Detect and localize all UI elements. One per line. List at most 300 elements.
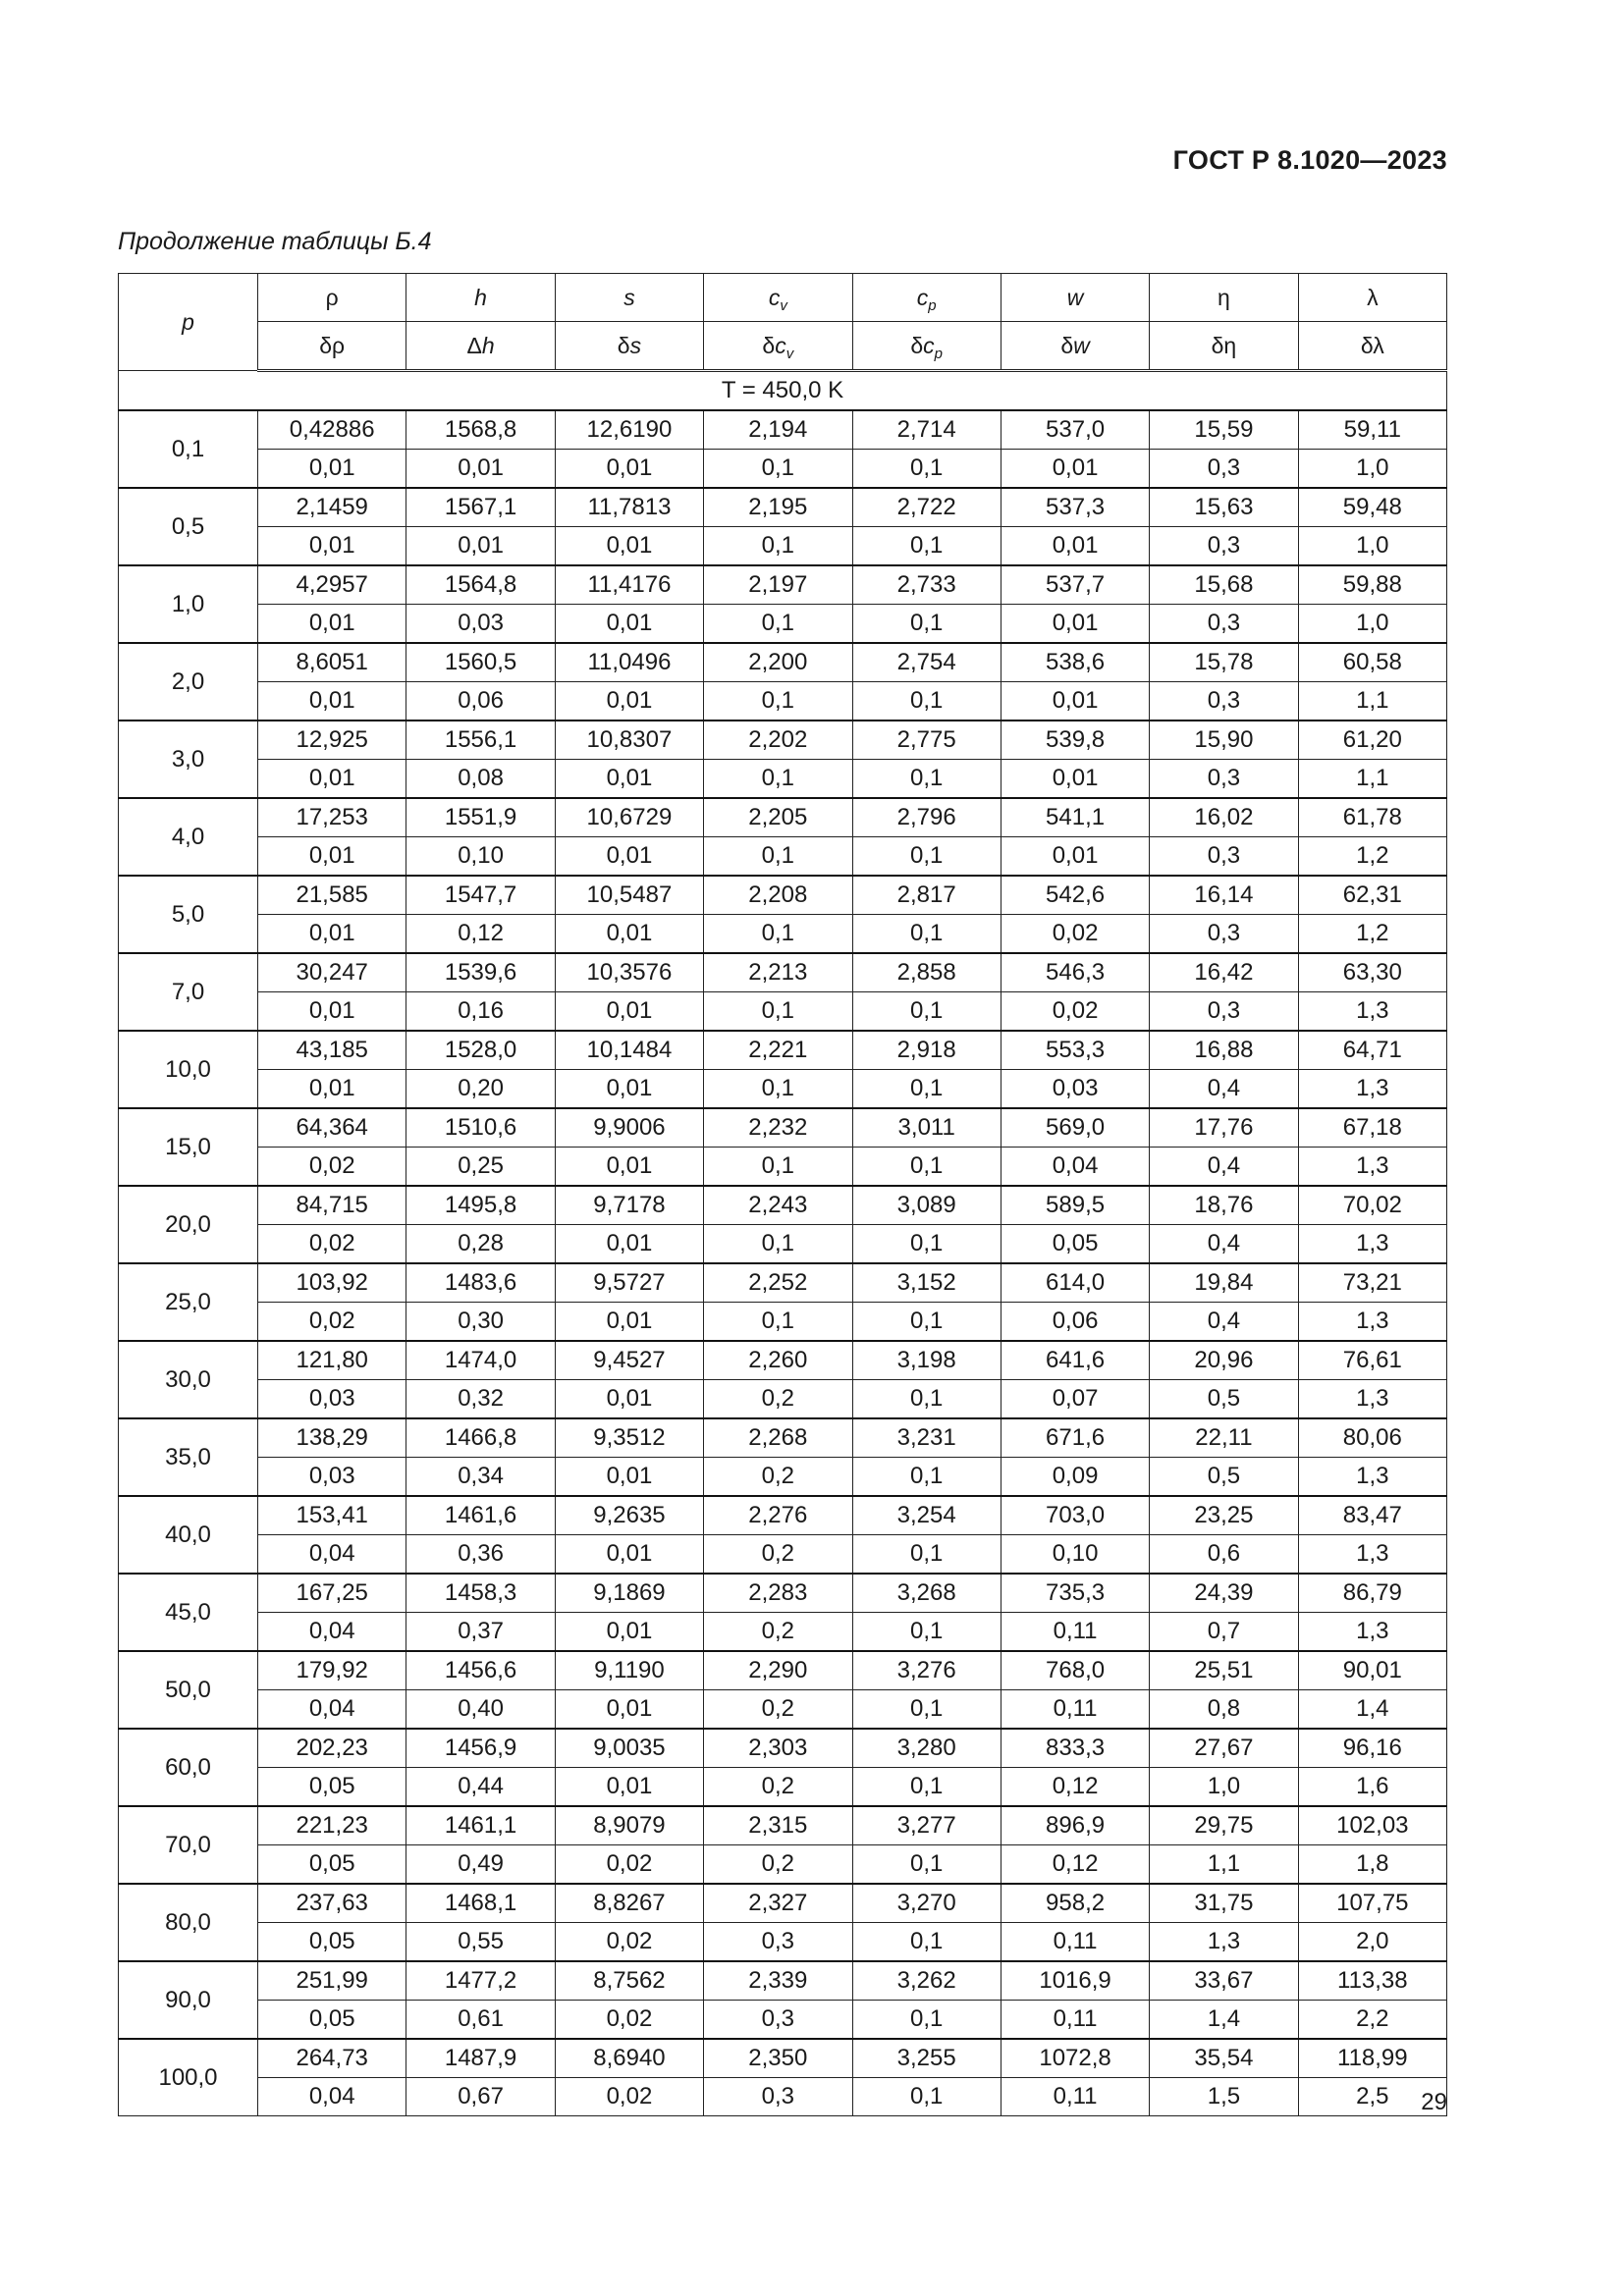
header-symbol: h	[474, 285, 487, 310]
uncertainty-cell: 0,1	[852, 1303, 1001, 1342]
header-uncertainty-7	[1298, 322, 1446, 371]
uncertainty-cell: 1,4	[1150, 2001, 1298, 2040]
value-cell: 9,1869	[555, 1574, 703, 1613]
table-row-values	[119, 1186, 1447, 1225]
uncertainty-cell: 0,01	[555, 1768, 703, 1807]
value-cell: 179,92	[258, 1651, 406, 1690]
uncertainty-cell: 0,3	[1150, 682, 1298, 721]
value-cell: 16,42	[1150, 953, 1298, 992]
uncertainty-cell: 0,03	[258, 1458, 406, 1497]
value-cell: 17,76	[1150, 1108, 1298, 1148]
value-cell: 1510,6	[406, 1108, 555, 1148]
uncertainty-cell: 0,01	[1001, 837, 1149, 877]
temperature-row	[119, 371, 1447, 411]
uncertainty-cell: 0,49	[406, 1845, 555, 1885]
header-symbol: ρ	[325, 285, 339, 310]
value-cell: 2,315	[704, 1806, 852, 1845]
table-row-uncertainties	[119, 1225, 1447, 1264]
table-row-uncertainties	[119, 1613, 1447, 1652]
value-cell: 3,277	[852, 1806, 1001, 1845]
uncertainty-cell: 0,01	[555, 682, 703, 721]
value-cell: 24,39	[1150, 1574, 1298, 1613]
value-cell: 67,18	[1298, 1108, 1446, 1148]
value-cell: 589,5	[1001, 1186, 1149, 1225]
uncertainty-cell: 1,3	[1298, 1303, 1446, 1342]
value-cell: 2,290	[704, 1651, 852, 1690]
header-symbol: w	[1066, 285, 1084, 310]
uncertainty-cell: 0,4	[1150, 1148, 1298, 1187]
uncertainty-cell: 1,2	[1298, 915, 1446, 954]
uncertainty-cell: 0,1	[852, 992, 1001, 1032]
pressure-cell: 1,0	[119, 565, 258, 643]
uncertainty-cell: 0,01	[555, 837, 703, 877]
value-cell: 118,99	[1298, 2039, 1446, 2078]
value-cell: 2,243	[704, 1186, 852, 1225]
table-row-uncertainties	[119, 1768, 1447, 1807]
uncertainty-cell: 0,3	[1150, 527, 1298, 566]
uncertainty-cell: 0,1	[704, 450, 852, 489]
pressure-cell: 80,0	[119, 1884, 258, 1961]
value-cell: 2,714	[852, 410, 1001, 450]
value-cell: 3,254	[852, 1496, 1001, 1535]
uncertainty-cell: 0,1	[852, 2078, 1001, 2116]
pressure-cell: 0,5	[119, 488, 258, 565]
value-cell: 11,0496	[555, 643, 703, 682]
value-cell: 1495,8	[406, 1186, 555, 1225]
value-cell: 21,585	[258, 876, 406, 915]
value-cell: 9,2635	[555, 1496, 703, 1535]
uncertainty-cell: 0,3	[704, 2078, 852, 2116]
uncertainty-cell: 0,03	[406, 605, 555, 644]
uncertainty-cell: 0,01	[258, 1070, 406, 1109]
value-cell: 2,202	[704, 721, 852, 760]
uncertainty-cell: 0,1	[704, 1148, 852, 1187]
value-cell: 251,99	[258, 1961, 406, 2001]
property-table	[118, 273, 1447, 2116]
value-cell: 1567,1	[406, 488, 555, 527]
value-cell: 896,9	[1001, 1806, 1149, 1845]
header-symbol: s	[629, 333, 642, 358]
value-cell: 0,42886	[258, 410, 406, 450]
uncertainty-cell: 1,3	[1298, 1148, 1446, 1187]
value-cell: 59,48	[1298, 488, 1446, 527]
uncertainty-cell: 0,01	[555, 1613, 703, 1652]
uncertainty-cell: 0,8	[1150, 1690, 1298, 1730]
value-cell: 16,88	[1150, 1031, 1298, 1070]
uncertainty-cell: 0,44	[406, 1768, 555, 1807]
value-cell: 237,63	[258, 1884, 406, 1923]
uncertainty-cell: 0,03	[1001, 1070, 1149, 1109]
pressure-cell: 60,0	[119, 1729, 258, 1806]
value-cell: 1564,8	[406, 565, 555, 605]
value-cell: 3,231	[852, 1418, 1001, 1458]
pressure-cell: 0,1	[119, 410, 258, 488]
value-cell: 1466,8	[406, 1418, 555, 1458]
value-cell: 16,14	[1150, 876, 1298, 915]
value-cell: 31,75	[1150, 1884, 1298, 1923]
table-row-uncertainties	[119, 527, 1447, 566]
value-cell: 17,253	[258, 798, 406, 837]
value-cell: 84,715	[258, 1186, 406, 1225]
uncertainty-cell: 0,55	[406, 1923, 555, 1962]
uncertainty-cell: 0,1	[852, 760, 1001, 799]
header-prefix: δ	[762, 333, 776, 358]
uncertainty-cell: 1,4	[1298, 1690, 1446, 1730]
table-header	[119, 274, 1447, 371]
table-row-values	[119, 1108, 1447, 1148]
uncertainty-cell: 0,4	[1150, 1303, 1298, 1342]
uncertainty-cell: 0,02	[555, 2078, 703, 2116]
value-cell: 35,54	[1150, 2039, 1298, 2078]
uncertainty-cell: 0,05	[258, 1923, 406, 1962]
value-cell: 29,75	[1150, 1806, 1298, 1845]
header-prefix: δλ	[1360, 333, 1384, 358]
value-cell: 1456,6	[406, 1651, 555, 1690]
value-cell: 8,6051	[258, 643, 406, 682]
value-cell: 1539,6	[406, 953, 555, 992]
value-cell: 2,1459	[258, 488, 406, 527]
value-cell: 537,7	[1001, 565, 1149, 605]
uncertainty-cell: 0,01	[555, 992, 703, 1032]
value-cell: 3,262	[852, 1961, 1001, 2001]
value-cell: 221,23	[258, 1806, 406, 1845]
uncertainty-cell: 0,01	[258, 837, 406, 877]
table-row-values	[119, 410, 1447, 450]
value-cell: 539,8	[1001, 721, 1149, 760]
uncertainty-cell: 0,02	[258, 1225, 406, 1264]
value-cell: 16,02	[1150, 798, 1298, 837]
value-cell: 8,7562	[555, 1961, 703, 2001]
table-row-uncertainties	[119, 1380, 1447, 1419]
uncertainty-cell: 0,1	[704, 527, 852, 566]
value-cell: 15,90	[1150, 721, 1298, 760]
uncertainty-cell: 0,34	[406, 1458, 555, 1497]
uncertainty-cell: 0,1	[852, 450, 1001, 489]
table-row-values	[119, 565, 1447, 605]
value-cell: 1458,3	[406, 1574, 555, 1613]
uncertainty-cell: 0,30	[406, 1303, 555, 1342]
value-cell: 3,198	[852, 1341, 1001, 1380]
header-subscript: p	[934, 346, 944, 362]
uncertainty-cell: 0,25	[406, 1148, 555, 1187]
uncertainty-cell: 0,3	[1150, 992, 1298, 1032]
value-cell: 3,255	[852, 2039, 1001, 2078]
uncertainty-cell: 1,3	[1298, 1225, 1446, 1264]
uncertainty-cell: 0,1	[704, 915, 852, 954]
value-cell: 1528,0	[406, 1031, 555, 1070]
uncertainty-cell: 0,1	[704, 760, 852, 799]
value-cell: 2,754	[852, 643, 1001, 682]
uncertainty-cell: 0,01	[258, 992, 406, 1032]
value-cell: 2,722	[852, 488, 1001, 527]
uncertainty-cell: 0,02	[555, 1923, 703, 1962]
pressure-cell: 100,0	[119, 2039, 258, 2116]
header-symbol: s	[623, 285, 635, 310]
pressure-cell: 7,0	[119, 953, 258, 1031]
value-cell: 2,194	[704, 410, 852, 450]
table-row-uncertainties	[119, 992, 1447, 1032]
uncertainty-cell: 1,0	[1298, 450, 1446, 489]
uncertainty-cell: 0,1	[852, 605, 1001, 644]
value-cell: 1468,1	[406, 1884, 555, 1923]
uncertainty-cell: 0,10	[1001, 1535, 1149, 1575]
table-row-values	[119, 1341, 1447, 1380]
uncertainty-cell: 0,40	[406, 1690, 555, 1730]
table-body	[119, 371, 1447, 2116]
uncertainty-cell: 0,01	[555, 450, 703, 489]
pressure-cell: 70,0	[119, 1806, 258, 1884]
uncertainty-cell: 0,1	[852, 1613, 1001, 1652]
table-row-values	[119, 1418, 1447, 1458]
uncertainty-cell: 0,01	[258, 527, 406, 566]
uncertainty-cell: 0,11	[1001, 1923, 1149, 1962]
value-cell: 2,213	[704, 953, 852, 992]
uncertainty-cell: 0,1	[852, 1225, 1001, 1264]
uncertainty-cell: 0,37	[406, 1613, 555, 1652]
uncertainty-cell: 0,12	[406, 915, 555, 954]
uncertainty-cell: 1,0	[1298, 527, 1446, 566]
uncertainty-cell: 0,01	[1001, 605, 1149, 644]
uncertainty-cell: 0,04	[258, 1690, 406, 1730]
value-cell: 138,29	[258, 1418, 406, 1458]
uncertainty-cell: 1,3	[1298, 1535, 1446, 1575]
value-cell: 2,195	[704, 488, 852, 527]
value-cell: 703,0	[1001, 1496, 1149, 1535]
value-cell: 614,0	[1001, 1263, 1149, 1303]
uncertainty-cell: 0,01	[258, 605, 406, 644]
table-row-values	[119, 1574, 1447, 1613]
table-row-values	[119, 488, 1447, 527]
pressure-cell: 90,0	[119, 1961, 258, 2039]
header-uncertainty-0	[258, 322, 406, 371]
value-cell: 2,200	[704, 643, 852, 682]
value-cell: 1483,6	[406, 1263, 555, 1303]
uncertainty-cell: 0,16	[406, 992, 555, 1032]
table-row-values	[119, 1884, 1447, 1923]
value-cell: 569,0	[1001, 1108, 1149, 1148]
value-cell: 546,3	[1001, 953, 1149, 992]
value-cell: 1560,5	[406, 643, 555, 682]
table-caption: Продолжение таблицы Б.4	[118, 228, 432, 255]
header-symbol: c	[923, 333, 935, 358]
value-cell: 3,089	[852, 1186, 1001, 1225]
value-cell: 1556,1	[406, 721, 555, 760]
uncertainty-cell: 0,02	[258, 1303, 406, 1342]
value-cell: 2,303	[704, 1729, 852, 1768]
header-symbol: λ	[1367, 285, 1379, 310]
pressure-cell: 3,0	[119, 721, 258, 798]
uncertainty-cell: 0,20	[406, 1070, 555, 1109]
value-cell: 1477,2	[406, 1961, 555, 2001]
uncertainty-cell: 0,67	[406, 2078, 555, 2116]
value-cell: 61,20	[1298, 721, 1446, 760]
value-cell: 30,247	[258, 953, 406, 992]
table-row-uncertainties	[119, 450, 1447, 489]
uncertainty-cell: 0,6	[1150, 1535, 1298, 1575]
uncertainty-cell: 0,61	[406, 2001, 555, 2040]
uncertainty-cell: 0,05	[258, 1845, 406, 1885]
uncertainty-cell: 0,05	[1001, 1225, 1149, 1264]
uncertainty-cell: 1,1	[1298, 682, 1446, 721]
uncertainty-cell: 0,03	[258, 1380, 406, 1419]
header-uncertainty-3	[704, 322, 852, 371]
uncertainty-cell: 0,1	[704, 992, 852, 1032]
value-cell: 8,6940	[555, 2039, 703, 2078]
uncertainty-cell: 0,1	[704, 1070, 852, 1109]
uncertainty-cell: 0,1	[704, 682, 852, 721]
value-cell: 2,733	[852, 565, 1001, 605]
value-cell: 2,327	[704, 1884, 852, 1923]
uncertainty-cell: 1,3	[1150, 1923, 1298, 1962]
uncertainty-cell: 0,7	[1150, 1613, 1298, 1652]
pressure-cell: 25,0	[119, 1263, 258, 1341]
header-symbol: c	[916, 285, 929, 310]
value-cell: 541,1	[1001, 798, 1149, 837]
uncertainty-cell: 0,5	[1150, 1458, 1298, 1497]
uncertainty-cell: 0,4	[1150, 1225, 1298, 1264]
uncertainty-cell: 0,3	[1150, 915, 1298, 954]
value-cell: 3,276	[852, 1651, 1001, 1690]
value-cell: 11,7813	[555, 488, 703, 527]
uncertainty-cell: 0,01	[555, 1690, 703, 1730]
value-cell: 2,276	[704, 1496, 852, 1535]
uncertainty-cell: 0,32	[406, 1380, 555, 1419]
value-cell: 27,67	[1150, 1729, 1298, 1768]
uncertainty-cell: 0,1	[852, 1845, 1001, 1885]
uncertainty-cell: 0,02	[258, 1148, 406, 1187]
uncertainty-cell: 0,01	[555, 1070, 703, 1109]
uncertainty-cell: 0,07	[1001, 1380, 1149, 1419]
uncertainty-cell: 0,10	[406, 837, 555, 877]
header-symbol: η	[1218, 285, 1230, 310]
header-prefix: δ	[1060, 333, 1074, 358]
value-cell: 2,918	[852, 1031, 1001, 1070]
uncertainty-cell: 0,01	[258, 682, 406, 721]
uncertainty-cell: 0,01	[555, 527, 703, 566]
uncertainty-cell: 1,0	[1298, 605, 1446, 644]
uncertainty-cell: 0,1	[704, 1225, 852, 1264]
uncertainty-cell: 0,08	[406, 760, 555, 799]
table-row-uncertainties	[119, 837, 1447, 877]
table-row-values	[119, 2039, 1447, 2078]
table-row-uncertainties	[119, 682, 1447, 721]
pressure-cell: 4,0	[119, 798, 258, 876]
uncertainty-cell: 0,04	[258, 1613, 406, 1652]
table-row-values	[119, 1961, 1447, 2001]
value-cell: 768,0	[1001, 1651, 1149, 1690]
uncertainty-cell: 0,1	[852, 1690, 1001, 1730]
value-cell: 64,71	[1298, 1031, 1446, 1070]
value-cell: 9,9006	[555, 1108, 703, 1148]
header-symbol: c	[775, 333, 786, 358]
value-cell: 2,796	[852, 798, 1001, 837]
value-cell: 12,6190	[555, 410, 703, 450]
value-cell: 4,2957	[258, 565, 406, 605]
table-row-uncertainties	[119, 760, 1447, 799]
value-cell: 18,76	[1150, 1186, 1298, 1225]
table-row-uncertainties	[119, 1148, 1447, 1187]
uncertainty-cell: 1,1	[1150, 1845, 1298, 1885]
header-uncertainty-4	[852, 322, 1001, 371]
value-cell: 9,3512	[555, 1418, 703, 1458]
uncertainty-cell: 1,6	[1298, 1768, 1446, 1807]
value-cell: 8,9079	[555, 1806, 703, 1845]
uncertainty-cell: 0,05	[258, 1768, 406, 1807]
value-cell: 15,78	[1150, 643, 1298, 682]
uncertainty-cell: 0,1	[852, 1380, 1001, 1419]
uncertainty-cell: 0,02	[1001, 992, 1149, 1032]
value-cell: 8,8267	[555, 1884, 703, 1923]
uncertainty-cell: 0,1	[852, 1070, 1001, 1109]
header-prefix: δ	[617, 333, 630, 358]
value-cell: 9,0035	[555, 1729, 703, 1768]
uncertainty-cell: 2,0	[1298, 1923, 1446, 1962]
table-row-values	[119, 1496, 1447, 1535]
value-cell: 2,283	[704, 1574, 852, 1613]
header-symbol: h	[481, 333, 495, 358]
header-property-1	[406, 274, 555, 322]
pressure-cell: 35,0	[119, 1418, 258, 1496]
value-cell: 63,30	[1298, 953, 1446, 992]
uncertainty-cell: 0,01	[1001, 760, 1149, 799]
uncertainty-cell: 0,1	[704, 837, 852, 877]
uncertainty-cell: 0,3	[1150, 450, 1298, 489]
temperature-label: T = 450,0 K	[119, 371, 1447, 411]
table-row-uncertainties	[119, 1458, 1447, 1497]
uncertainty-cell: 1,2	[1298, 837, 1446, 877]
value-cell: 2,205	[704, 798, 852, 837]
uncertainty-cell: 0,2	[704, 1613, 852, 1652]
value-cell: 103,92	[258, 1263, 406, 1303]
value-cell: 15,59	[1150, 410, 1298, 450]
value-cell: 9,1190	[555, 1651, 703, 1690]
pressure-cell: 15,0	[119, 1108, 258, 1186]
value-cell: 15,68	[1150, 565, 1298, 605]
value-cell: 73,21	[1298, 1263, 1446, 1303]
uncertainty-cell: 0,01	[555, 1225, 703, 1264]
value-cell: 153,41	[258, 1496, 406, 1535]
value-cell: 70,02	[1298, 1186, 1446, 1225]
uncertainty-cell: 0,12	[1001, 1768, 1149, 1807]
value-cell: 2,350	[704, 2039, 852, 2078]
value-cell: 59,11	[1298, 410, 1446, 450]
value-cell: 12,925	[258, 721, 406, 760]
value-cell: 11,4176	[555, 565, 703, 605]
header-property-6	[1150, 274, 1298, 322]
table-row-uncertainties	[119, 1690, 1447, 1730]
uncertainty-cell: 0,1	[852, 1458, 1001, 1497]
value-cell: 102,03	[1298, 1806, 1446, 1845]
table-row-uncertainties	[119, 1845, 1447, 1885]
header-prefix: δ	[910, 333, 924, 358]
value-cell: 10,3576	[555, 953, 703, 992]
uncertainty-cell: 0,1	[852, 1768, 1001, 1807]
header-subscript: p	[928, 297, 937, 314]
value-cell: 2,260	[704, 1341, 852, 1380]
uncertainty-cell: 1,0	[1150, 1768, 1298, 1807]
uncertainty-cell: 0,02	[1001, 915, 1149, 954]
header-prefix: Δ	[466, 333, 482, 358]
uncertainty-cell: 0,01	[258, 450, 406, 489]
pressure-cell: 20,0	[119, 1186, 258, 1263]
header-property-5	[1001, 274, 1149, 322]
value-cell: 537,0	[1001, 410, 1149, 450]
header-property-3	[704, 274, 852, 322]
uncertainty-cell: 0,09	[1001, 1458, 1149, 1497]
value-cell: 537,3	[1001, 488, 1149, 527]
table-row-values	[119, 721, 1447, 760]
value-cell: 90,01	[1298, 1651, 1446, 1690]
